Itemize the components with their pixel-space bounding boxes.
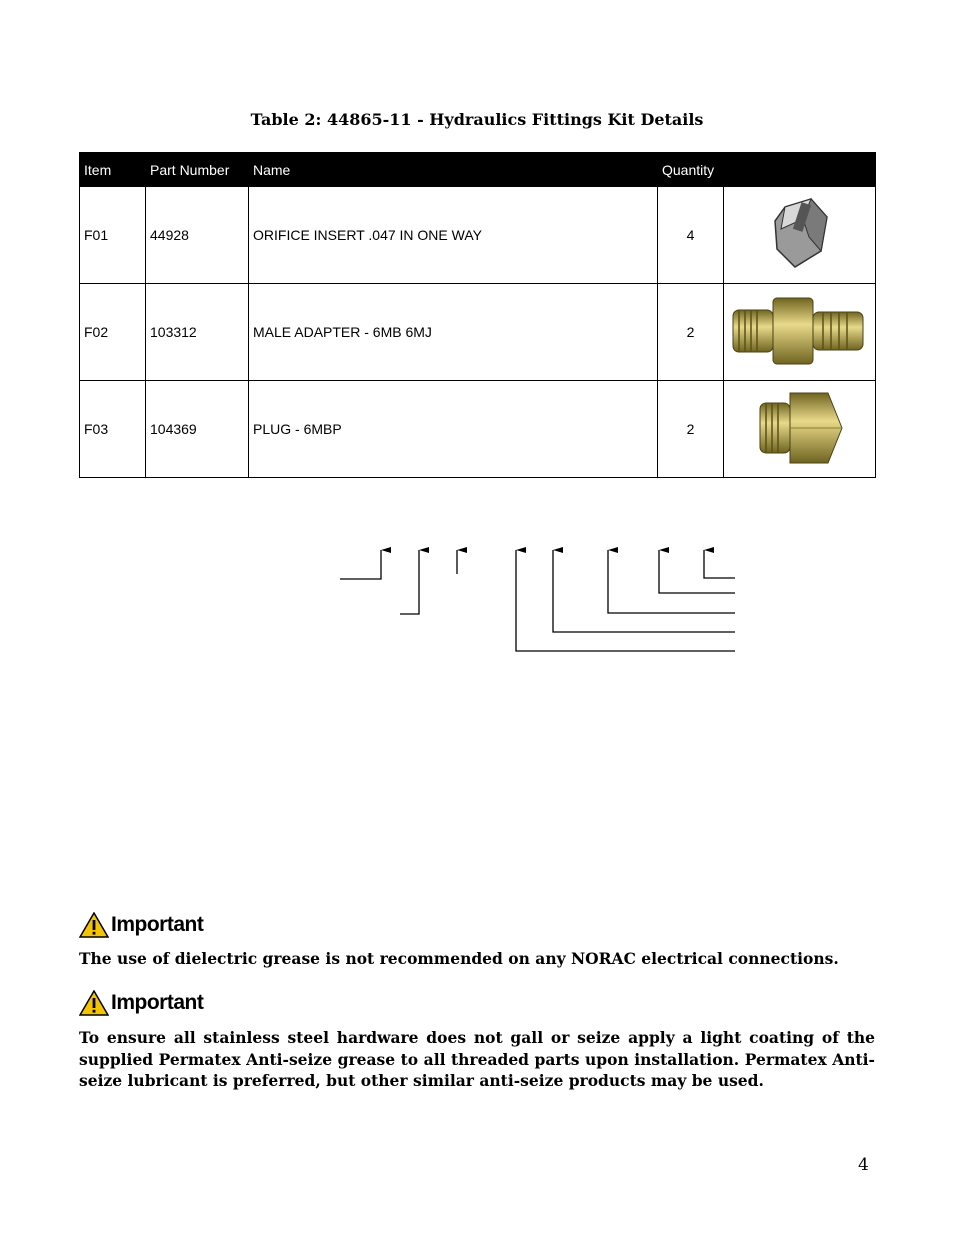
important-heading-2	[79, 990, 203, 1016]
fittings-kit-table	[79, 152, 876, 478]
important-label: Important	[111, 991, 204, 1014]
cell-part-number: 44928	[146, 187, 249, 284]
cell-part-number: 104369	[146, 381, 249, 478]
table-header-row	[80, 153, 876, 187]
plug-icon	[750, 383, 850, 473]
cell-image	[724, 284, 876, 381]
table-row	[80, 284, 876, 381]
header-image	[724, 153, 876, 187]
cell-image	[724, 187, 876, 284]
important-heading-1	[79, 912, 203, 938]
cell-quantity: 2	[658, 381, 724, 478]
header-quantity: Quantity	[658, 153, 724, 187]
cell-name: MALE ADAPTER - 6MB 6MJ	[249, 284, 658, 381]
notice-text-1: The use of dielectric grease is not recommended on any NORAC electrical connections.	[79, 949, 839, 968]
cell-name: ORIFICE INSERT .047 IN ONE WAY	[249, 187, 658, 284]
cell-name: PLUG - 6MBP	[249, 381, 658, 478]
orifice-insert-icon	[755, 189, 845, 279]
notice-text-2: To ensure all stainless steel hardware does not gall or seize apply a light coating of the supplied Permatex Anti-seize grease to all threaded parts upon installation. Permatex Anti-seize lubricant is preferred, but other similar anti-seize products may be used.	[79, 1028, 875, 1090]
warning-icon	[79, 990, 109, 1016]
callout-diagram	[330, 540, 740, 660]
cell-image	[724, 381, 876, 478]
page-number: 4	[858, 1155, 869, 1175]
cell-quantity: 2	[658, 284, 724, 381]
header-part-number: Part Number	[146, 153, 249, 187]
cell-item: F02	[80, 284, 146, 381]
cell-item: F01	[80, 187, 146, 284]
warning-icon	[79, 912, 109, 938]
header-item: Item	[80, 153, 146, 187]
male-adapter-icon	[727, 286, 873, 376]
cell-item: F03	[80, 381, 146, 478]
header-name: Name	[249, 153, 658, 187]
table-row	[80, 381, 876, 478]
cell-quantity: 4	[658, 187, 724, 284]
cell-part-number: 103312	[146, 284, 249, 381]
table-caption: Table 2: 44865-11 - Hydraulics Fittings Kit Details	[250, 110, 704, 129]
table-row	[80, 187, 876, 284]
important-label: Important	[111, 913, 204, 936]
